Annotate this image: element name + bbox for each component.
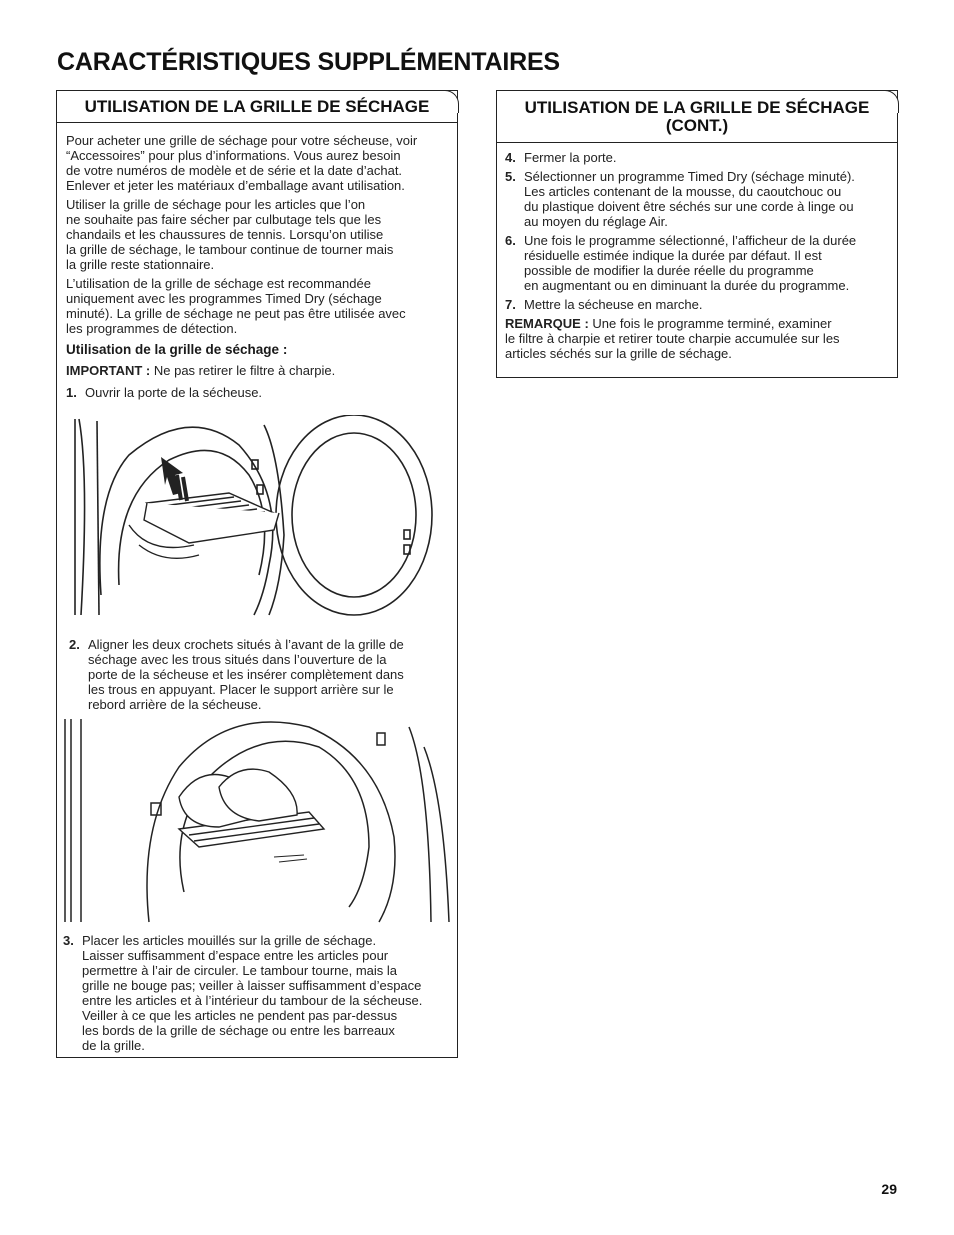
right-panel-heading: UTILISATION DE LA GRILLE DE SÉCHAGE (CONT.) [497, 91, 897, 143]
intro-paragraph-3: L’utilisation de la grille de séchage est recommandée uniquement avec les programmes Timed Dry (séchage minuté). La grille de séchage ne peut pas être utilisée avec les programmes de détection. [66, 276, 406, 336]
left-panel-heading: UTILISATION DE LA GRILLE DE SÉCHAGE [57, 91, 457, 123]
right-panel: UTILISATION DE LA GRILLE DE SÉCHAGE (CONT.) 4. Fermer la porte. 5. Sélectionner un programme Timed Dry (séchage minuté). Les articles contenant de la mousse, du caoutchouc ou du plastique doivent être séchés sur une corde à linge ou au moyen du réglage Air. 6. Une fois le programme sélectionné, l’afficheur de la durée résiduelle estimée indique la durée par défaut. Il est possible de modifier la durée réelle du programme en augmentant ou en diminuant la durée du programme. 7. Mettre la sécheuse en marche. REMARQUE : Une fois le programme terminé, examiner le filtre à charpie et retirer toute charpie accumulée sur les articles séchés sur la grille de séchage. [496, 90, 898, 378]
intro-paragraph-2: Utiliser la grille de séchage pour les articles que l’on ne souhaite pas faire sécher par culbutage tels que les chandails et les chaussures de tennis. Lorsqu’on utilise la grille de séchage, le tambour continue de tourner mais la grille reste stationnaire. [66, 197, 394, 272]
page-title: CARACTÉRISTIQUES SUPPLÉMENTAIRES [57, 48, 560, 76]
left-panel: UTILISATION DE LA GRILLE DE SÉCHAGE Pour acheter une grille de séchage pour votre sécheuse, voir “Accessoires” pour plus d’informations. Vous aurez besoin de votre numéros de modèle et de série et la date d’achat. Enlever et jeter les matériaux d’emballage avant utilisation. Utiliser la grille de séchage pour les articles que l’on ne souhaite pas faire sécher par culbutage tels que les chandails et les chaussures de tennis. Lorsqu’on utilise la grille de séchage, le tambour continue de tourner mais la grille reste stationnaire. L’utilisation de la grille de séchage est recommandée uniquement avec les programmes Timed Dry (séchage minuté). La grille de séchage ne peut pas être utilisée avec les programmes de détection. Utilisation de la grille de séchage : IMPORTANT : Ne pas retirer le filtre à charpie. 1. Ouvrir la porte de la sécheuse. 2. Aligner les deux crochets situés à l’avant de la grille de séchage avec les trous situés dans l’ouverture de la porte de la sécheuse et les insérer complètement dans les trous en appuyant. Placer le support arrière sur le rebord arrière de la sécheuse. 3. Placer les articles mouillés sur la grille de séchage. Laisser suffisamment d’espace entre les articles pour permettre à l’air de circuler. Le tambour tourne, mais la grille ne bouge pas; veiller à laisser suffisamment d’espace entre les articles et à l’intérieur du tambour de la sécheuse. Veiller à ce que les articles ne pendent pas par-dessus les bords de la grille de séchage ou entre les barreaux de la grille. [56, 90, 458, 1058]
important-note: IMPORTANT : Ne pas retirer le filtre à charpie. [66, 363, 336, 378]
dryer-open-door-illustration [69, 415, 444, 620]
remark-note: REMARQUE : Une fois le programme terminé, examiner le filtre à charpie et retirer toute charpie accumulée sur les articles séchés sur la grille de séchage. [505, 316, 840, 361]
shoes-on-rack-illustration [59, 717, 456, 925]
intro-paragraph-1: Pour acheter une grille de séchage pour votre sécheuse, voir “Accessoires” pour plus d’informations. Vous aurez besoin de votre numéros de modèle et de série et la date d’achat. Enlever et jeter les matériaux d’emballage avant utilisation. [66, 133, 418, 193]
page-number: 29 [881, 1181, 897, 1197]
usage-subheading: Utilisation de la grille de séchage : [66, 342, 288, 357]
